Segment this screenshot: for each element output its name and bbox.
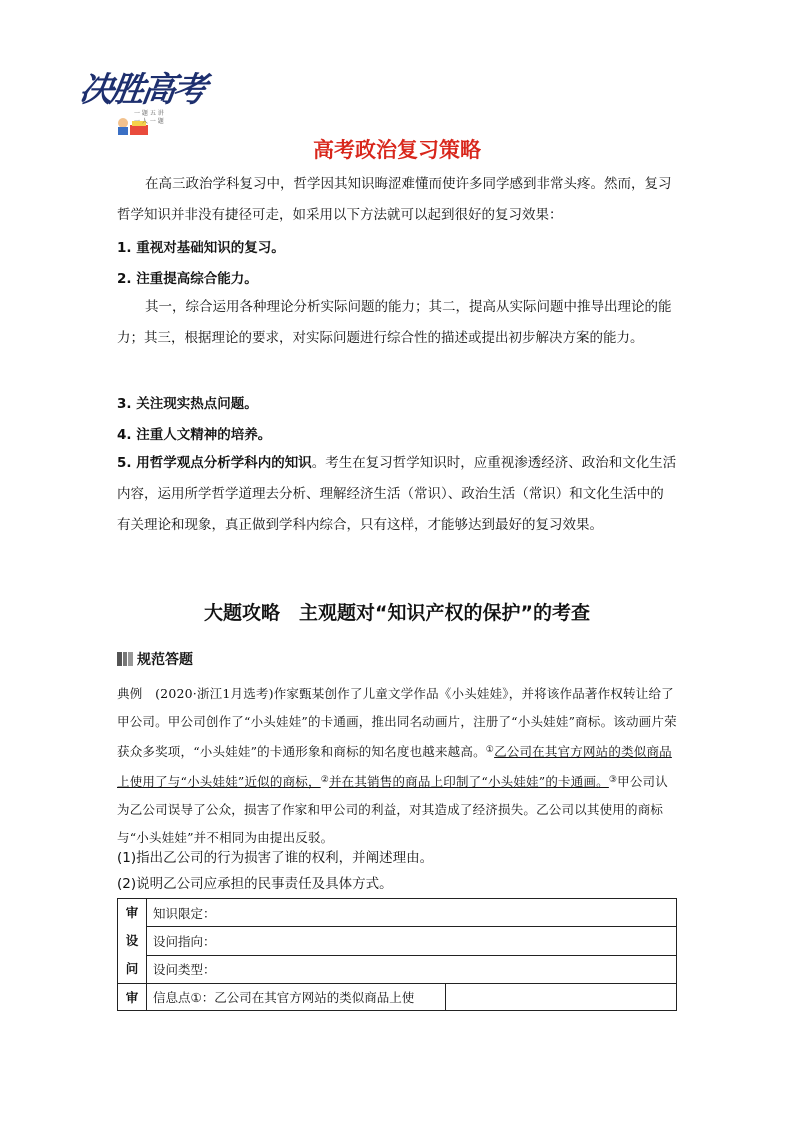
tag-label: 规范答题 [137,652,193,668]
info-point-3: 甲公司认为乙公司误导了公众，损害了作家和甲公司的利益，对其造成了经济损失。乙公司以其使用的商标与“小头娃娃”并不相同为由提出反驳。 [117,774,668,845]
logo-subtitle: 一 题 五 讲 一 人 一 题 [134,110,164,125]
point-2-detail: 其一，综合运用各种理论分析实际问题的能力；其二，提高从实际问题中推导出理论的能力；其三，根据理论的要求，对实际问题进行综合性的描述或提出初步解决方案的能力。 [117,299,672,346]
table-row [118,927,677,955]
logo-text: 决胜高考 [76,70,207,110]
point-4: 4. 注重人文精神的培养。 [117,427,272,443]
marker-3: ③ [608,775,618,785]
point-3: 3. 关注现实热点问题。 [117,396,258,412]
point-2: 2. 注重提高综合能力。 [117,271,258,287]
example-intro: 典例 (2020·浙江1月选考)作家甄某创作了儿童文学作品《小头娃娃》，并将该作品著作权转让给了甲公司。甲公司创作了“小头娃娃”的卡通画，推出同名动画片，注册了“小头娃娃”商标。该动画片荣获众多奖项，“小头娃娃”的卡通形象和商标的知名度也越来越高。 [117,686,677,759]
page-title: 高考政治复习策略 [313,138,481,162]
marker-2: ② [320,775,329,785]
section-tag [117,649,193,669]
question-1: (1)指出乙公司的行为损害了谁的权利，并阐述理由。 [117,850,434,866]
question-2: (2)说明乙公司应承担的民事责任及具体方式。 [117,876,393,892]
category-cell: 审 [118,984,147,1011]
point-5-body: 。考生在复习哲学知识时，应重视渗透经济、政治和文化生活内容，运用所学哲学道理去分析、理解经济生活（常识）、政治生活（常识）和文化生活中的有关理论和现象，真正做到学科内综合，只有这样，才能够达到最好的复习效果。 [117,455,677,533]
table-cell: 信息点①：乙公司在其官方网站的类似商品上使 [147,984,446,1011]
table-cell: 知识限定： [147,899,677,927]
point-5-heading: 5. 用哲学观点分析学科内的知识 [117,455,312,471]
info-point-1: 乙公司在其官方网站的类似商品上使用了与“小头娃娃”近似的商标， [117,744,672,789]
example-text [117,680,677,852]
bar-marker-icon [117,652,133,666]
intro-paragraph: 在高三政治学科复习中，哲学因其知识晦涩难懂而使许多同学感到非常头疼。然而，复习哲学知识并非没有捷径可走，如采用以下方法就可以起到很好的复习效果： [117,176,672,223]
analysis-table [117,898,677,1011]
point-5 [117,448,677,541]
table-row [118,955,677,983]
point-1: 1. 重视对基础知识的复习。 [117,240,285,256]
info-point-2: 并在其销售的商品上印制了“小头娃娃”的卡通画。 [328,774,609,789]
category-cell: 审 设 问 [118,899,147,984]
table-row [118,984,677,1011]
table-cell-empty [446,984,677,1011]
table-cell: 设问类型： [147,955,677,983]
table-cell: 设问指向： [147,927,677,955]
section-title: 大题攻略 主观题对“知识产权的保护”的考查 [204,602,590,624]
marker-1: ① [485,745,495,755]
table-row [118,899,677,927]
